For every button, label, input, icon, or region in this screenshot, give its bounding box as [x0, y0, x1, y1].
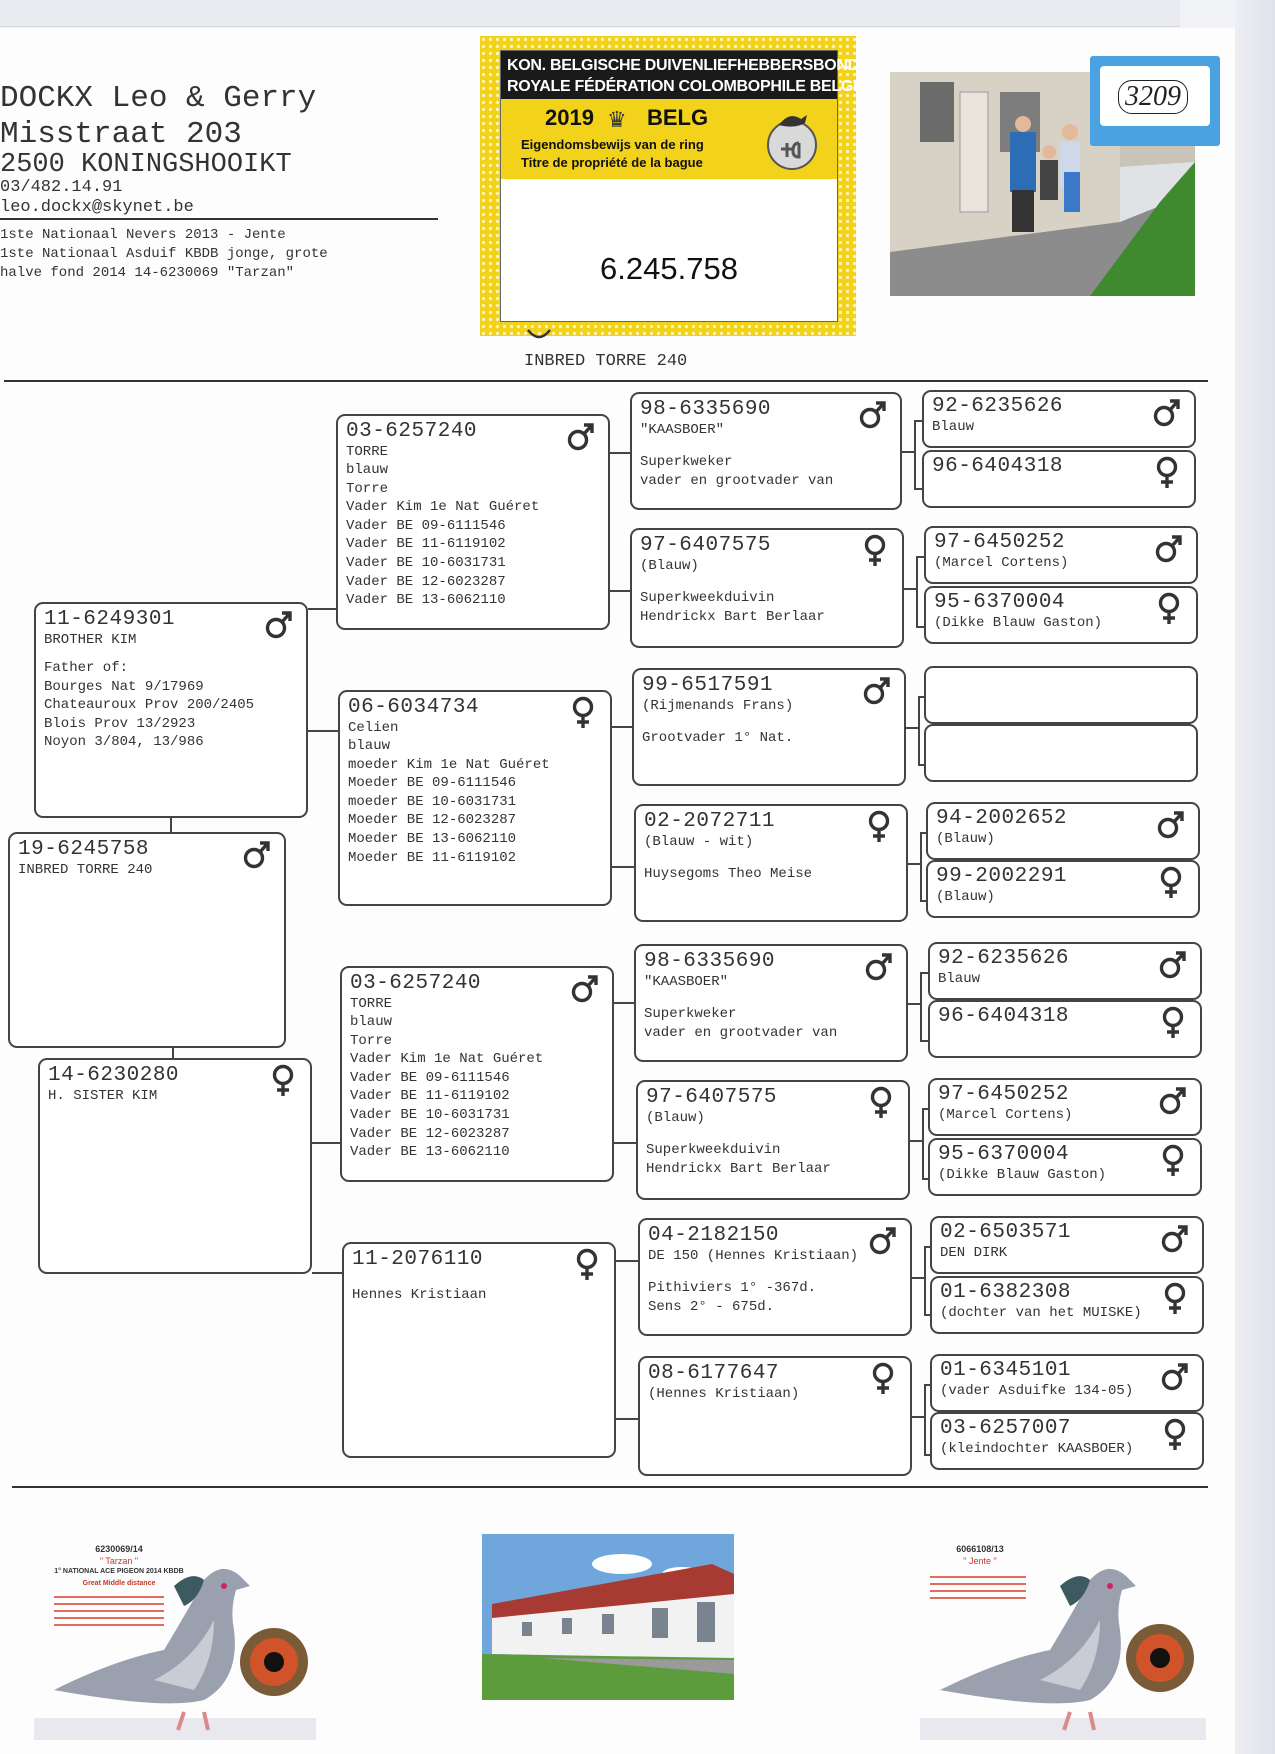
male-symbol-icon: [868, 1224, 898, 1258]
connector-line: [916, 556, 918, 626]
info-line: Sens 2° - 675d.: [648, 1298, 775, 1315]
connector-line: [924, 1314, 932, 1316]
pedigree-box-dd: [342, 1242, 616, 1458]
female-symbol-icon: [1154, 592, 1184, 626]
info-line: [644, 851, 898, 865]
ring-number: 96-6404318: [938, 1005, 1070, 1028]
info-line: Vader BE 10-6031731: [346, 554, 506, 571]
female-symbol-icon: [1160, 1418, 1190, 1452]
info-line: blauw: [348, 738, 391, 754]
info-line: Superkweker: [640, 454, 733, 470]
info-line: [646, 1127, 900, 1141]
owner-name: DOCKX Leo & Gerry: [0, 81, 317, 116]
info-line: Vader Kim 1e Nat Guéret: [350, 1051, 544, 1068]
ring-ownership-card: [480, 36, 864, 336]
pedigree-box-dam: [38, 1058, 312, 1274]
ring-card-number: 6.245.758: [600, 251, 738, 286]
female-symbol-icon: [1160, 1282, 1190, 1316]
male-symbol-icon: [862, 674, 892, 708]
male-symbol-icon: [1160, 1222, 1190, 1256]
pigeon-name: (Blauw): [646, 1110, 705, 1126]
connector-line: [902, 451, 914, 453]
info-line: Torre: [350, 1032, 393, 1049]
spacer: [48, 1105, 302, 1115]
info-line: Vader BE 12-6023287: [350, 1125, 510, 1142]
pedigree-box-dds: [638, 1218, 912, 1336]
male-symbol-icon: [864, 950, 894, 984]
female-symbol-icon: [864, 810, 894, 844]
pigeon-name: DEN DIRK: [940, 1245, 1008, 1261]
info-line: moeder Kim 1e Nat Guéret: [348, 756, 550, 773]
connector-line: [908, 863, 920, 865]
footer-pigeon-jente: [920, 1540, 1206, 1740]
info-line: [640, 439, 892, 453]
owner-note-3: halve fond 2014 14-6230069 "Tarzan": [0, 265, 295, 281]
ring-number: 04-2182150: [648, 1224, 780, 1247]
ring-number: 99-2002291: [936, 865, 1068, 888]
ring-number: 11-6249301: [44, 608, 176, 631]
ring-card-line-2: ROYALE FÉDÉRATION COLOMBOPHILE BELGE: [507, 78, 864, 95]
ring-number: 96-6404318: [932, 455, 1064, 478]
info-line: Hendrickx Bart Berlaar: [640, 608, 825, 625]
male-symbol-icon: [1154, 532, 1184, 566]
pigeon-name: Celien: [348, 720, 399, 736]
pigeon-name: TORRE: [350, 996, 393, 1012]
ring-number: 01-6382308: [940, 1281, 1072, 1304]
info-line: Hennes Kristiaan: [352, 1287, 487, 1303]
pigeon-name: TORRE: [346, 444, 389, 460]
female-symbol-icon: [1152, 456, 1182, 490]
female-symbol-icon: [1158, 1006, 1188, 1040]
connector-line: [922, 1108, 924, 1178]
pigeon-name: INBRED TORRE 240: [18, 862, 153, 878]
connector-line: [922, 1108, 930, 1110]
connector-line: [920, 832, 928, 834]
info-line: Bourges Nat 9/17969: [44, 678, 204, 695]
ring-number: 97-6407575: [640, 534, 772, 557]
pigeon-name: H. SISTER KIM: [48, 1088, 158, 1104]
male-symbol-icon: [1158, 948, 1188, 982]
connector-line: [912, 1277, 924, 1279]
pigeon-name: DE 150 (Hennes Kristiaan): [648, 1248, 859, 1264]
ring-number: 03-6257240: [346, 420, 478, 443]
female-symbol-icon: [868, 1362, 898, 1396]
tarzan-sub: Great Middle distance: [82, 1580, 156, 1587]
tarzan-title: 1° NATIONAL ACE PIGEON 2014 KBDB: [54, 1568, 184, 1575]
connector-line: [912, 1416, 924, 1418]
ring-number: 03-6257240: [350, 972, 482, 995]
ring-number: 02-6503571: [940, 1221, 1072, 1244]
pedigree-box-g14: [930, 1354, 1204, 1412]
ring-number: 92-6235626: [932, 395, 1064, 418]
tarzan-ring: 6230069/14: [95, 1544, 143, 1554]
connector-line: [916, 556, 924, 558]
connector-line: [910, 1140, 922, 1142]
ring-number: 94-2002652: [936, 807, 1068, 830]
pigeon-name: Blauw: [938, 971, 981, 987]
pedigree-box-g8: [928, 942, 1202, 1000]
footer-pigeon-tarzan: [34, 1540, 316, 1740]
pedigree-box-g6: [926, 802, 1200, 860]
pedigree-box-sdd: [634, 804, 908, 922]
pigeon-name: (vader Asduifke 134-05): [940, 1383, 1134, 1399]
ring-number: 02-2072711: [644, 810, 776, 833]
info-line: Vader BE 09-6111546: [350, 1069, 510, 1086]
owner-street: Misstraat 203: [0, 117, 242, 152]
connector-line: [612, 726, 632, 728]
ring-number: 08-6177647: [648, 1362, 780, 1385]
ring-number: 97-6407575: [646, 1086, 778, 1109]
connector-line: [312, 1142, 340, 1144]
pedigree-top-divider: [4, 380, 1208, 382]
connector-line: [308, 608, 336, 610]
tarzan-name: " Tarzan ": [99, 1556, 139, 1566]
info-line: Huysegoms Theo Meise: [644, 866, 813, 882]
info-line: vader en grootvader van: [640, 472, 834, 489]
connector-line: [610, 590, 630, 592]
pedigree-box-ds: [340, 966, 614, 1182]
pigeon-name: (Dikke Blauw Gaston): [934, 615, 1103, 631]
connector-line: [914, 420, 922, 422]
male-symbol-icon: [858, 398, 888, 432]
connector-line: [918, 696, 926, 698]
info-line: Moeder BE 11-6119102: [348, 849, 517, 866]
info-line: Vader BE 10-6031731: [350, 1106, 510, 1123]
connector-line: [908, 1003, 920, 1005]
male-symbol-icon: [1160, 1360, 1190, 1394]
female-symbol-icon: [568, 696, 598, 730]
ring-number: 99-6517591: [642, 674, 774, 697]
info-line: [642, 715, 896, 729]
info-line: Vader BE 11-6119102: [346, 536, 506, 553]
male-symbol-icon: [242, 838, 272, 872]
info-line: Pithiviers 1° -367d.: [648, 1280, 817, 1296]
ring-number: 97-6450252: [938, 1083, 1070, 1106]
pedigree-box-g0: [922, 390, 1196, 448]
pedigree-box-ssd: [630, 528, 904, 648]
pigeon-name: "KAASBOER": [644, 974, 729, 990]
pedigree-box-g5: [924, 724, 1198, 782]
owner-city: 2500 KONINGSHOOIKT: [0, 150, 292, 180]
info-line: Moeder BE 12-6023287: [348, 812, 517, 829]
info-line: vader en grootvader van: [644, 1024, 838, 1041]
ring-number: 98-6335690: [644, 950, 776, 973]
jente-name: " Jente ": [963, 1556, 997, 1566]
ring-card-year: 2019: [545, 105, 594, 130]
pigeon-name: "KAASBOER": [640, 422, 725, 438]
pigeon-name: (Dikke Blauw Gaston): [938, 1167, 1107, 1183]
connector-line: [612, 866, 634, 868]
ring-card-text-2: Titre de propriété de la bague: [521, 155, 703, 170]
connector-line: [312, 1272, 342, 1274]
pedigree-box-sd: [338, 690, 612, 906]
photo-tag-number: 3209: [1118, 80, 1188, 114]
male-symbol-icon: [570, 972, 600, 1006]
info-line: Moeder BE 09-6111546: [348, 775, 517, 792]
info-line: blauw: [346, 462, 389, 478]
pigeon-name: (Blauw): [640, 558, 699, 574]
info-line: Superkweekduivin: [640, 590, 775, 606]
connector-line: [920, 1040, 928, 1042]
connector-line: [906, 727, 918, 729]
male-symbol-icon: [1156, 808, 1186, 842]
jente-ring: 6066108/13: [956, 1544, 1004, 1554]
pedigree-box-g3: [924, 586, 1198, 644]
pedigree-box-g4: [924, 666, 1198, 724]
subject-title: INBRED TORRE 240: [524, 352, 688, 371]
pigeon-name: (dochter van het MUISKE): [940, 1305, 1142, 1321]
ring-number: 95-6370004: [934, 591, 1066, 614]
federation-logo-icon: [757, 103, 827, 173]
info-line: Vader BE 13-6062110: [346, 592, 506, 609]
male-symbol-icon: [264, 608, 294, 642]
info-line: [640, 575, 894, 589]
ring-number: 97-6450252: [934, 531, 1066, 554]
pedigree-box-g15: [930, 1412, 1204, 1470]
pedigree-box-ss: [336, 414, 610, 630]
pigeon-name: BROTHER KIM: [44, 632, 137, 648]
connector-line: [914, 420, 916, 488]
connector-line: [918, 696, 920, 764]
pigeon-name: (Blauw): [936, 831, 995, 847]
connector-line: [916, 626, 924, 628]
owner-email: leo.dockx@skynet.be: [0, 198, 194, 217]
info-line: Hendrickx Bart Berlaar: [646, 1160, 831, 1177]
female-symbol-icon: [268, 1064, 298, 1098]
owner-note-1: 1ste Nationaal Nevers 2013 - Jente: [0, 227, 286, 243]
pedigree-box-g9: [928, 1000, 1202, 1058]
info-line: Chateauroux Prov 200/2405: [44, 697, 255, 714]
connector-line: [924, 1246, 932, 1248]
connector-line: [922, 1178, 930, 1180]
female-symbol-icon: [1158, 1144, 1188, 1178]
ring-number: 06-6034734: [348, 696, 480, 719]
scan-top-edge: [0, 0, 1180, 27]
male-symbol-small: [526, 328, 552, 342]
connector-line: [614, 1142, 636, 1144]
ring-card-text-1: Eigendomsbewijs van de ring: [521, 137, 704, 152]
pedigree-box-dsd: [636, 1080, 910, 1200]
info-line: Superkweekduivin: [646, 1142, 781, 1158]
info-line: Torre: [346, 480, 389, 497]
footer-loft-photo: [482, 1534, 734, 1700]
pedigree-box-g7: [926, 860, 1200, 918]
pigeon-illustration-icon: [34, 1540, 316, 1740]
ring-number: 95-6370004: [938, 1143, 1070, 1166]
info-line: [644, 991, 898, 1005]
owner-phone: 03/482.14.91: [0, 178, 123, 197]
ring-number: 92-6235626: [938, 947, 1070, 970]
pedigree-box-g11: [928, 1138, 1202, 1196]
info-line: Blois Prov 13/2923: [44, 715, 196, 732]
connector-line: [616, 1260, 638, 1262]
info-line: Vader BE 09-6111546: [346, 517, 506, 534]
connector-line: [172, 1048, 174, 1060]
connector-line: [308, 730, 338, 732]
connector-line: [904, 588, 916, 590]
pedigree-box-g13: [930, 1276, 1204, 1334]
female-symbol-icon: [1156, 866, 1186, 900]
connector-line: [920, 972, 928, 974]
crown-icon: ♛: [607, 107, 627, 132]
connector-line: [924, 1384, 926, 1454]
info-line: moeder BE 10-6031731: [348, 793, 517, 810]
info-line: Superkweker: [644, 1006, 737, 1022]
pigeon-name: (Blauw): [936, 889, 995, 905]
info-line: [648, 1265, 902, 1279]
connector-line: [614, 1002, 634, 1004]
ring-number: 14-6230280: [48, 1064, 180, 1087]
info-line: [352, 1272, 606, 1286]
pedigree-box-g12: [930, 1216, 1204, 1274]
connector-line: [170, 818, 172, 834]
header-divider: [0, 218, 438, 220]
connector-line: [924, 1246, 926, 1314]
photo-tag: [1090, 56, 1220, 146]
connector-line: [914, 488, 922, 490]
connector-line: [920, 900, 928, 902]
pedigree-box-ddd: [638, 1356, 912, 1476]
info-line: Father of:: [44, 660, 129, 676]
ring-number: 11-2076110: [352, 1248, 484, 1271]
connector-line: [924, 1454, 932, 1456]
ring-number: 19-6245758: [18, 838, 150, 861]
pigeon-name: (Marcel Cortens): [938, 1107, 1073, 1123]
pedigree-bottom-divider: [12, 1486, 1208, 1488]
scan-right-edge: [1235, 0, 1275, 1754]
connector-line: [920, 972, 922, 1040]
pedigree-box-dss: [634, 944, 908, 1062]
pigeon-name: (kleindochter KAASBOER): [940, 1441, 1134, 1457]
connector-line: [616, 1418, 638, 1420]
female-symbol-icon: [860, 534, 890, 568]
pigeon-name: (Hennes Kristiaan): [648, 1386, 800, 1402]
info-line: Vader BE 11-6119102: [350, 1088, 510, 1105]
pigeon-illustration-icon-2: [920, 1540, 1206, 1740]
pigeon-name: Blauw: [932, 419, 975, 435]
pedigree-box-sire: [34, 602, 308, 818]
ring-card-country: BELG: [647, 105, 709, 130]
female-symbol-icon: [866, 1086, 896, 1120]
info-line: Vader Kim 1e Nat Guéret: [346, 499, 540, 516]
connector-line: [918, 764, 926, 766]
ring-number: 98-6335690: [640, 398, 772, 421]
pigeon-name: (Marcel Cortens): [934, 555, 1069, 571]
connector-line: [920, 832, 922, 900]
ring-card-line-1: KON. BELGISCHE DUIVENLIEFHEBBERSBOND: [507, 57, 859, 74]
male-symbol-icon: [1152, 396, 1182, 430]
male-symbol-icon: [566, 420, 596, 454]
pedigree-box-sss: [630, 392, 902, 510]
pedigree-box-g1: [922, 450, 1196, 508]
ring-number: 03-6257007: [940, 1417, 1072, 1440]
owner-note-2: 1ste Nationaal Asduif KBDB jonge, grote: [0, 246, 328, 262]
connector-line: [924, 1384, 932, 1386]
pigeon-name: (Rijmenands Frans): [642, 698, 794, 714]
info-line: Noyon 3/804, 13/986: [44, 734, 204, 751]
pigeon-name: (Blauw - wit): [644, 834, 754, 850]
info-line: blauw: [350, 1014, 393, 1030]
info-line: Moeder BE 13-6062110: [348, 830, 517, 847]
info-line: Grootvader 1° Nat.: [642, 730, 794, 746]
female-symbol-icon: [572, 1248, 602, 1282]
pedigree-box-g10: [928, 1078, 1202, 1136]
male-symbol-icon: [1158, 1084, 1188, 1118]
info-line: Vader BE 12-6023287: [346, 573, 506, 590]
connector-line: [610, 452, 630, 454]
info-line: Vader BE 13-6062110: [350, 1144, 510, 1161]
spacer: [44, 649, 298, 659]
pedigree-box-g2: [924, 526, 1198, 584]
pedigree-box-subject: [8, 832, 286, 1048]
pedigree-box-sds: [632, 668, 906, 786]
ring-number: 01-6345101: [940, 1359, 1072, 1382]
